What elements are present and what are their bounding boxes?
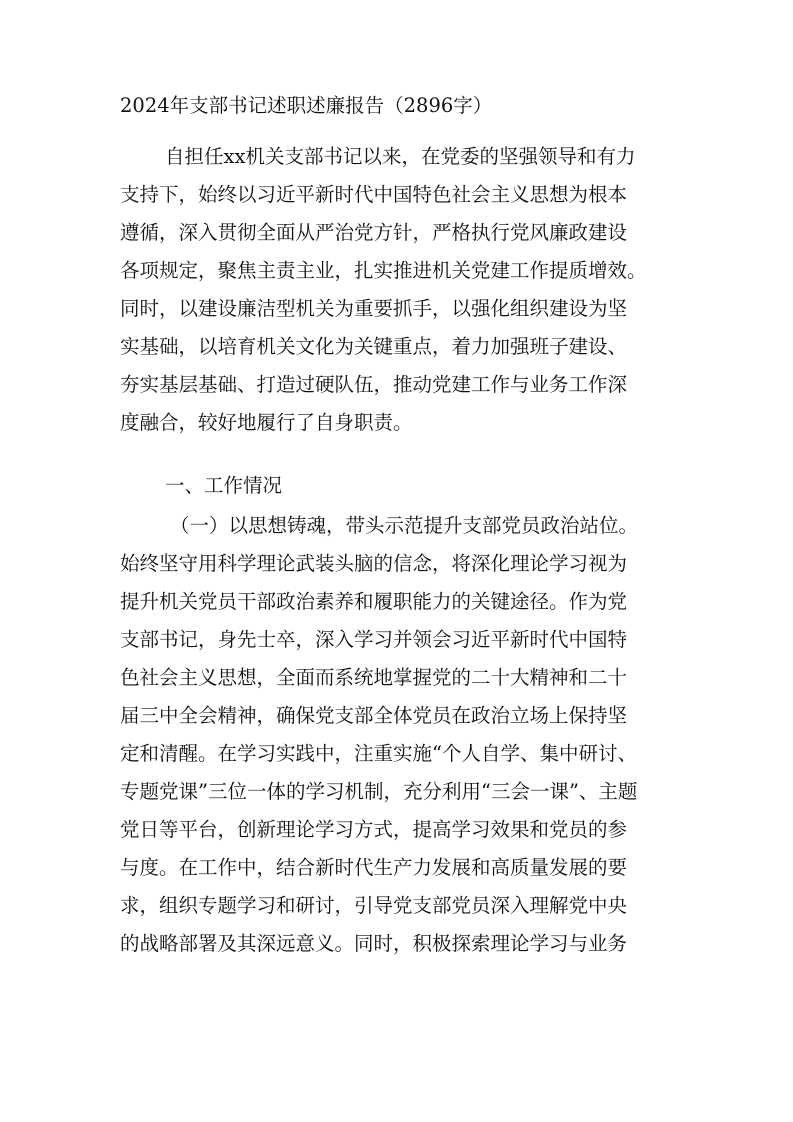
paragraph-line: 提升机关党员干部政治素养和履职能力的关键途径。作为党 <box>120 590 628 613</box>
paragraph-line: 的战略部署及其深远意义。同时，积极探索理论学习与业务 <box>120 932 628 955</box>
paragraph-line: 与度。在工作中，结合新时代生产力发展和高质量发展的要 <box>120 856 628 879</box>
paragraph-line: 届三中全会精神，确保党支部全体党员在政治立场上保持坚 <box>120 704 628 727</box>
paragraph-line: 遵循，深入贯彻全面从严治党方针，严格执行党风廉政建设 <box>120 221 628 244</box>
paragraph-line: 支持下，始终以习近平新时代中国特色社会主义思想为根本 <box>120 183 628 206</box>
paragraph-line: 定和清醒。在学习实践中，注重实施“个人自学、集中研讨、 <box>120 742 637 765</box>
paragraph-line: 始终坚守用科学理论武装头脑的信念，将深化理论学习视为 <box>120 552 628 575</box>
paragraph-line: 求，组织专题学习和研讨，引导党支部党员深入理解党中央 <box>120 894 628 917</box>
paragraph-line: 夯实基层基础、打造过硬队伍，推动党建工作与业务工作深 <box>120 373 628 396</box>
paragraph-line: 各项规定，聚焦主责主业，扎实推进机关党建工作提质增效。 <box>120 259 647 282</box>
paragraph-line: 度融合，较好地履行了自身职责。 <box>120 411 413 434</box>
paragraph-line: 实基础，以培育机关文化为关键重点，着力加强班子建设、 <box>120 335 628 358</box>
document-title: 2024年支部书记述职述廉报告（2896字） <box>120 94 493 117</box>
section-heading: 一、工作情况 <box>165 474 283 497</box>
paragraph-line: 党日等平台，创新理论学习方式，提高学习效果和党员的参 <box>120 818 628 841</box>
paragraph-line: 专题党课”三位一体的学习机制，充分利用“三会一课”、主题 <box>120 780 638 803</box>
paragraph-line: 自担任xx机关支部书记以来，在党委的坚强领导和有力 <box>165 145 636 168</box>
paragraph-line: 支部书记，身先士卒，深入学习并领会习近平新时代中国特 <box>120 628 628 651</box>
paragraph-line: 同时，以建设廉洁型机关为重要抓手，以强化组织建设为坚 <box>120 297 628 320</box>
subsection-heading: （一）以思想铸魂，带头示范提升支部党员政治站位。 <box>170 514 639 537</box>
paragraph-line: 色社会主义思想，全面而系统地掌握党的二十大精神和二十 <box>120 666 628 689</box>
